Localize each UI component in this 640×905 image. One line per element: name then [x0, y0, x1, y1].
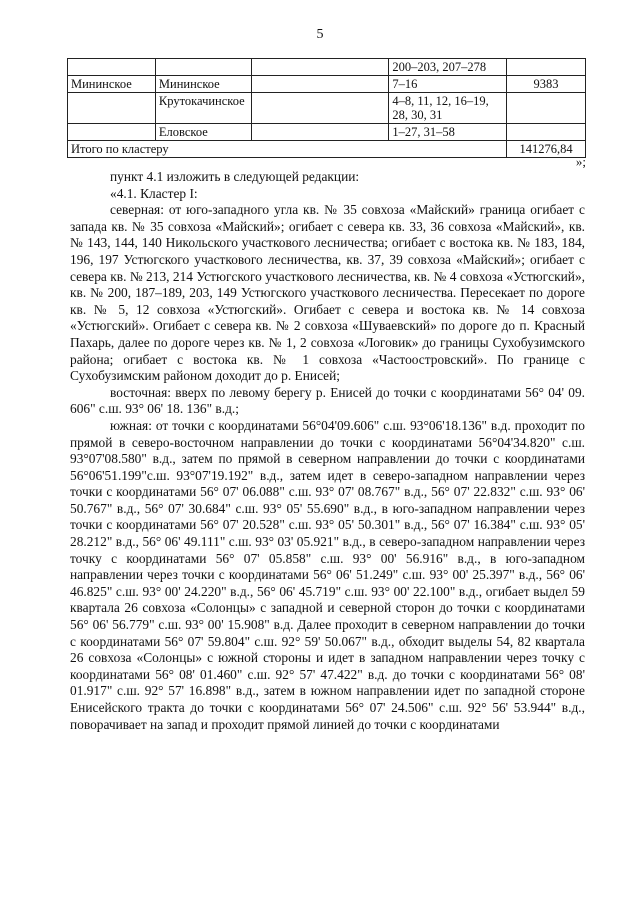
page-number: 5: [316, 27, 324, 42]
table-cell: Крутокачинское: [155, 93, 251, 124]
table-cell: [507, 124, 586, 141]
table-row: [68, 93, 586, 124]
table-cell: [251, 124, 388, 141]
paragraph: восточная: вверх по левому берегу р. Енисей до точки с координатами 56° 04' 09. 606" с.ш. 93° 06' 18. 136" в.д.;: [70, 384, 585, 417]
table-cell: Еловское: [155, 124, 251, 141]
table-cell: [155, 59, 251, 76]
document-body: [70, 169, 585, 733]
total-label: Итого по кластеру: [68, 141, 507, 158]
cluster-table: [67, 58, 586, 158]
closing-quote: »;: [575, 154, 586, 169]
table-row: [68, 76, 586, 93]
table-cell: Мининское: [155, 76, 251, 93]
table-cell: [68, 59, 156, 76]
table-cell: 7–16: [389, 76, 507, 93]
table-cell: [251, 59, 388, 76]
table-cell: 200–203, 207–278: [389, 59, 507, 76]
table-cell: Мининское: [68, 76, 156, 93]
paragraph: «4.1. Кластер I:: [110, 185, 198, 201]
table-row: [68, 124, 586, 141]
table-cell: [507, 93, 586, 124]
table-cell: [68, 93, 156, 124]
paragraph: северная: от юго-западного угла кв. № 35 совхоза «Майский» граница огибает с запада кв. № 35 совхоза «Майский»; огибает с севера кв. 33, 36 совхоза «Майский», кв. № 143, 144, 140 Никольского участкового лесничества; огибает с востока кв. № 183, 184, 196, 197 Устюгского участкового лесничества, кв. 37, 39 совхоза «Майский»; огибает с севера кв. № 213, 214 Устюгского участкового лесничества, кв. № 4 совхоза «Устюгский», кв. № 200, 187–189, 203, 149 Устюгского участкового лесничества. Пересекает по дороге кв. № 5, 12 совхоза «Устюгский». Огибает с севера и востока кв. № 14 совхоза «Устюгский». Огибает с севера кв. № 2 совхоза «Шуваевский» по дороге до п. Красный Пахарь, далее по дороге через кв. № 1, 2 совхоза «Логовик» до границы Сухобузимского района; огибает с востока кв. № 1 совхоза «Частоостровский». По границе с Сухобузимским районом доходит до р. Енисей;: [70, 202, 585, 384]
table-cell: [251, 76, 388, 93]
total-value: 141276,84: [507, 141, 586, 158]
table-cell: [68, 124, 156, 141]
table-cell: 4–8, 11, 12, 16–19, 28, 30, 31: [389, 93, 507, 124]
table-cell: 1–27, 31–58: [389, 124, 507, 141]
table-cell: 9383: [507, 76, 586, 93]
table-cell: [507, 59, 586, 76]
table-row: [68, 59, 586, 76]
paragraph: пункт 4.1 изложить в следующей редакции:: [110, 169, 360, 184]
table-cell: [251, 93, 388, 124]
table-total-row: [68, 141, 586, 158]
paragraph: южная: от точки с координатами 56°04'09.606" с.ш. 93°06'18.136" в.д. проходит по прямой в северо-восточном направлении до точки с координатами 56°04'34.820" с.ш. 93°07'08.580" в.д., затем по прямой в северном направлении до точки с координатами 56°06'51.199"с.ш. 93°07'19.192" в.д., затем идет в северо-западном направлении через точки с координатами 56° 07' 06.088" с.ш. 93° 07' 08.767" в.д., 56° 07' 22.832" с.ш. 93° 06' 50.767" в.д., 56° 07' 30.684" с.ш. 93° 05' 55.690" в.д., в юго-западном направлении через точки с координатами 56° 07' 20.528" с.ш. 93° 05' 50.301" в.д., 56° 07' 16.384" с.ш. 93° 05' 28.212" в.д., 56° 06' 49.111" с.ш. 93° 03' 05.921" в.д., в северо-западном направлении через точку с координатами 56° 07' 05.858" с.ш. 93° 00' 56.916" в.д., в юго-западном направлении через точки с координатами 56° 06' 51.249" с.ш. 93° 00' 25.397" в.д., 56° 06' 46.825" с.ш. 93° 00' 24.220" в.д., 56° 06' 45.719" с.ш. 93° 00' 22.100" в.д., огибает выдел 59 квартала 26 совхоза «Солонцы» с западной и северной сторон до точки с координатами 56° 06' 56.779" с.ш. 93° 00' 15.908" в.д. Далее проходит в северном направлении до точки с координатами 56° 07' 59.804" с.ш. 92° 59' 50.067" в.д., обходит выделы 54, 82 квартала 26 совхоза «Солонцы» с южной стороны и идет в западном направлении через точку с координатами 56° 08' 01.460" с.ш. 92° 57' 47.422" в.д. до точки с координатами 56° 08' 01.917" с.ш. 92° 57' 16.898" в.д., затем в южном направлении идет по западной стороне Енисейского тракта до точки с координатами 56° 07' 24.506" с.ш. 92° 56' 53.944" в.д., поворачивает на запад и проходит прямой линией до точки с координатами: [70, 417, 585, 732]
